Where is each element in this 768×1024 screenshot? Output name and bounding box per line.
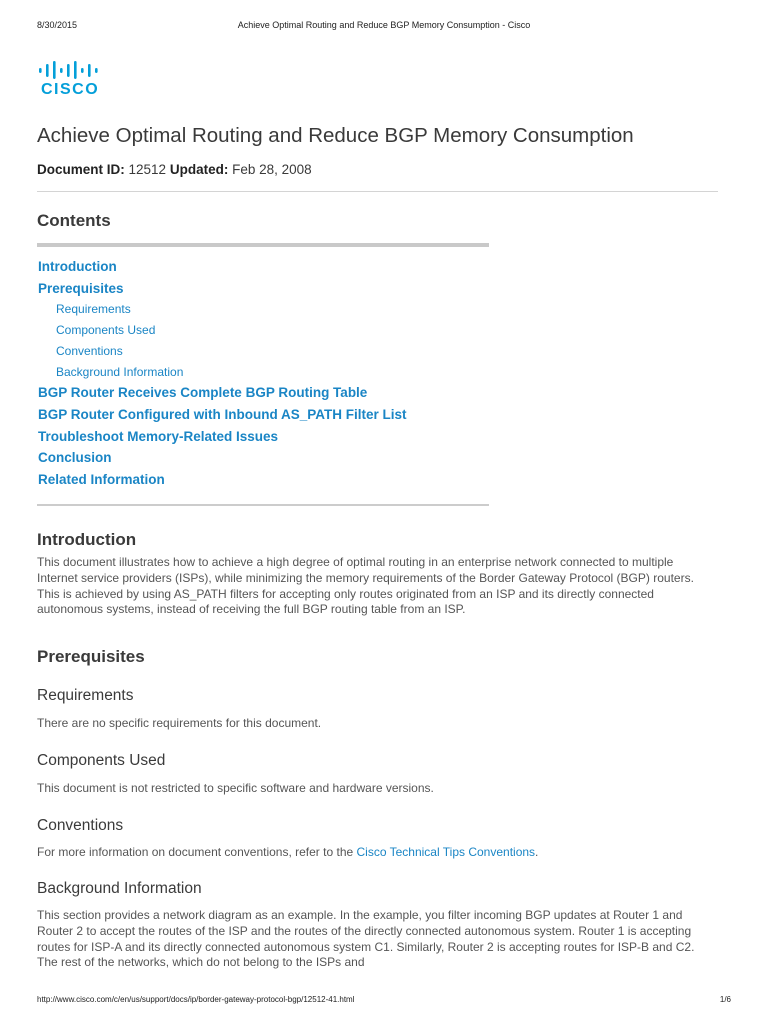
contents-bottom-rule — [37, 504, 489, 506]
updated-label: Updated: — [169, 162, 229, 177]
toc-link-troubleshoot-memory[interactable]: Troubleshoot Memory-Related Issues — [38, 428, 279, 444]
print-date: 8/30/2015 — [37, 20, 78, 30]
conventions-text — [37, 845, 707, 861]
cisco-bridge-bars-icon — [39, 61, 103, 79]
toc-link-related-information[interactable]: Related Information — [38, 471, 165, 487]
introduction-text: This document illustrates how to achieve a high degree of optimal routing in an enterprise network connected to multiple Internet service providers (ISPs), while minimizing the memory requirements of the Border Gateway Protocol (BGP) routers. This is achieved by using AS_PATH filters for accepting only routes originated from an ISP and its directly connected autonomous systems, instead of receiving the full BGP routing table from an ISP. — [37, 555, 694, 617]
print-url: http://www.cisco.com/c/en/us/support/docs/ip/border-gateway-protocol-bgp/12512-41.html — [37, 995, 355, 1004]
requirements-heading: Requirements — [37, 687, 134, 704]
page-number: 1/6 — [719, 995, 731, 1004]
contents-top-rule — [37, 243, 489, 247]
cisco-technical-tips-conventions-link[interactable]: Cisco Technical Tips Conventions — [356, 845, 536, 859]
background-information-text: This section provides a network diagram as an example. In the example, you filter incoming BGP updates at Router 1 and Router 2 to accept the routes of the ISP and the routes of the directly connected autonomous system. Router 1 is accepting routes for ISP-A and its directly connected autonomous system C1. Similarly, Router 2 is accepting routes for ISP-B and C2. The rest of the networks, which do not belong to the ISPs and — [37, 908, 695, 970]
toc-link-background-information[interactable]: Background Information — [56, 364, 184, 379]
doc-id-value: 12512 — [128, 162, 167, 177]
components-used-heading: Components Used — [37, 752, 166, 769]
doc-id-label: Document ID: — [37, 162, 125, 177]
background-information-heading: Background Information — [37, 880, 202, 897]
print-title: Achieve Optimal Routing and Reduce BGP Memory Consumption - Cisco — [237, 20, 531, 30]
conventions-heading: Conventions — [37, 817, 124, 834]
cisco-wordmark: CISCO — [41, 81, 100, 98]
toc-link-conventions[interactable]: Conventions — [56, 343, 123, 358]
toc-link-introduction[interactable]: Introduction — [38, 259, 117, 274]
header-divider — [37, 191, 718, 192]
updated-value: Feb 28, 2008 — [232, 162, 312, 177]
toc-link-as-path-filter-list[interactable]: BGP Router Configured with Inbound AS_PATH Filter List — [38, 406, 407, 422]
conventions-text-after: . — [535, 845, 539, 859]
introduction-heading: Introduction — [37, 530, 137, 549]
cisco-logo[interactable] — [37, 61, 107, 101]
components-used-text: This document is not restricted to specific software and hardware versions. — [37, 781, 434, 795]
requirements-text: There are no specific requirements for this document. — [37, 716, 322, 730]
toc-link-conclusion[interactable]: Conclusion — [38, 450, 112, 466]
toc-link-prerequisites[interactable]: Prerequisites — [38, 280, 124, 296]
toc-link-complete-routing-table[interactable]: BGP Router Receives Complete BGP Routing Table — [38, 385, 368, 401]
toc-link-requirements[interactable]: Requirements — [56, 302, 131, 317]
table-of-contents — [38, 256, 498, 490]
contents-heading: Contents — [37, 211, 111, 230]
conventions-text-before: For more information on document conventions, refer to the — [37, 845, 357, 859]
prerequisites-heading: Prerequisites — [37, 647, 145, 666]
toc-link-components-used[interactable]: Components Used — [56, 322, 156, 337]
document-meta — [37, 162, 312, 177]
page-title: Achieve Optimal Routing and Reduce BGP Memory Consumption — [37, 124, 634, 147]
